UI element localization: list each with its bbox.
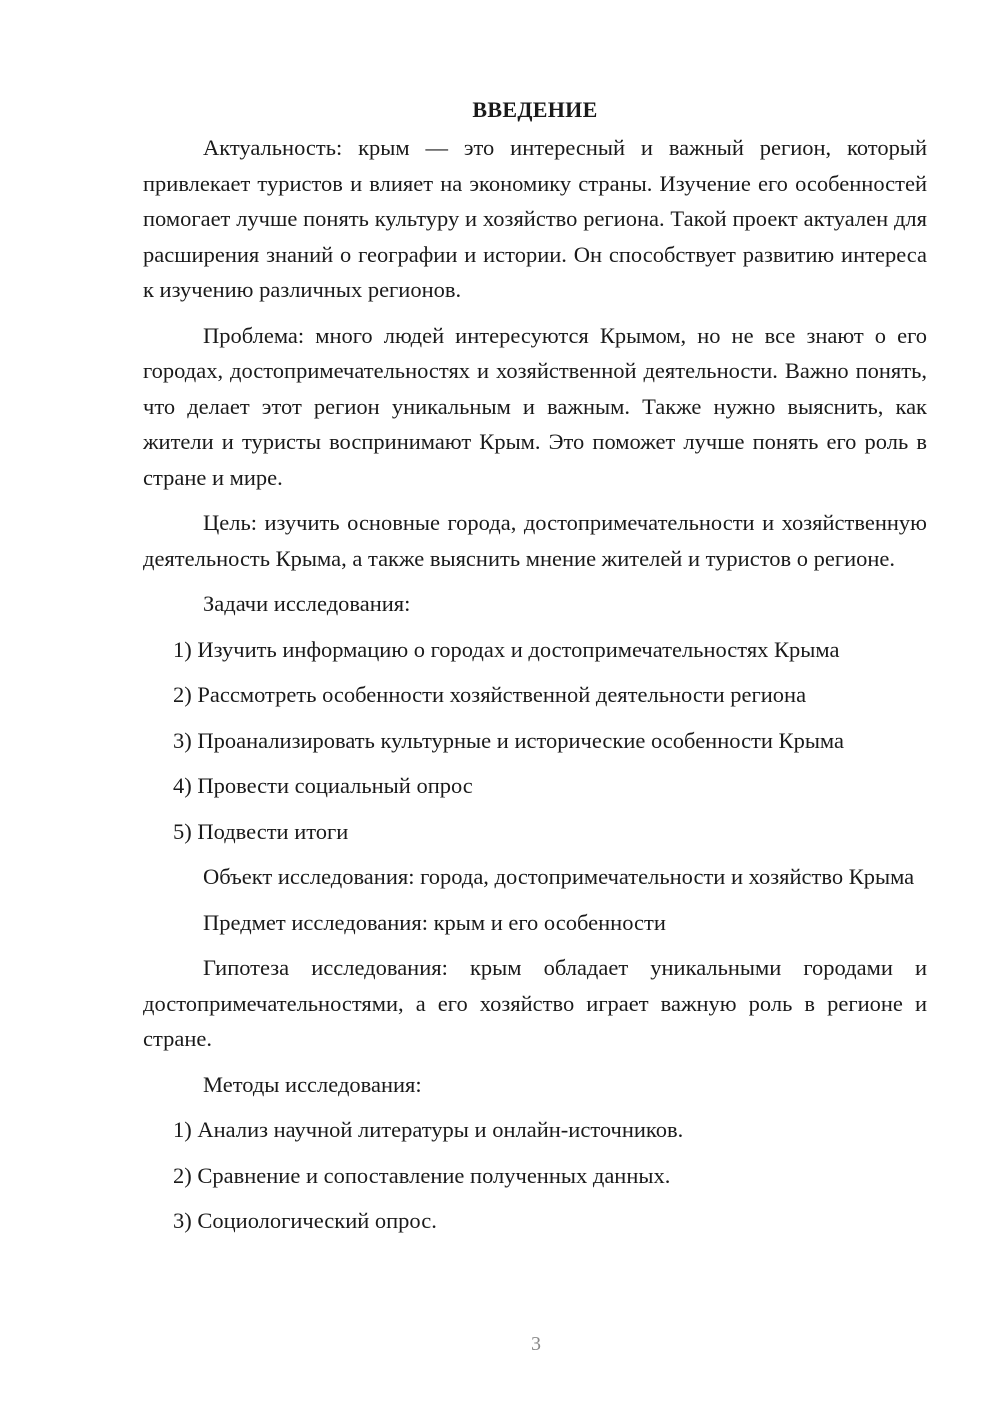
task-item: 3) Проанализировать культурные и исторические особенности Крыма [173,727,845,753]
page-number: 3 [531,1333,541,1355]
hypothesis-paragraph: Гипотеза исследования: крым обладает уникальными городами и достопримечательностями, а его хозяйство играет важную роль в регионе и стране. [143,955,927,1051]
task-item: 1) Изучить информацию о городах и достопримечательностях Крыма [173,636,840,662]
tasks-list [143,632,927,850]
task-item: 4) Провести социальный опрос [173,773,473,798]
page-title: ВВЕДЕНИЕ [472,97,598,122]
object-paragraph: Объект исследования: города, достопримечательности и хозяйство Крыма [203,864,915,889]
method-item: 3) Социологический опрос. [173,1208,437,1233]
document-page [143,92,927,1249]
method-item: 2) Сравнение и сопоставление полученных данных. [173,1162,671,1188]
tasks-label: Задачи исследования: [203,591,411,616]
problem-paragraph: Проблема: много людей интересуются Крымом, но не все знают о его городах, достопримечательностях и хозяйственной деятельности. Важно понять, что делает этот регион уникальным и важным. Также нужно выяснить, как жители и туристы воспринимают Крым. Это поможет лучше понять его роль в стране и мире. [143,322,927,490]
relevance-paragraph: Актуальность: крым — это интересный и важный регион, который привлекает туристов и влияет на экономику страны. Изучение его особенностей помогает лучше понять культуру и хозяйство региона. Такой проект актуален для расширения знаний о географии и истории. Он способствует развитию интереса к изучению различных регионов. [143,135,927,302]
method-item: 1) Анализ научной литературы и онлайн-источников. [173,1117,684,1142]
goal-paragraph: Цель: изучить основные города, достопримечательности и хозяйственную деятельность Крыма, а также выяснить мнение жителей и туристов о регионе. [143,510,927,571]
methods-list [143,1112,927,1239]
subject-paragraph: Предмет исследования: крым и его особенности [203,909,666,935]
methods-label: Методы исследования: [203,1071,422,1097]
task-item: 2) Рассмотреть особенности хозяйственной деятельности региона [173,682,807,707]
task-item: 5) Подвести итоги [173,818,349,844]
